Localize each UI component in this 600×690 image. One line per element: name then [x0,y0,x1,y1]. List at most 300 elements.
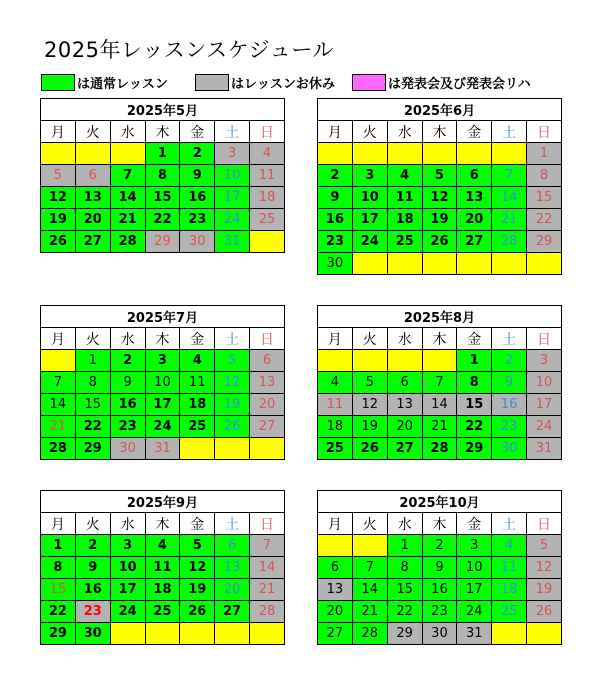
day-cell: 10 [352,187,387,209]
day-cell: 4 [318,372,353,394]
legend-label: は発表会及び発表会リハ [388,76,531,92]
day-cell: 23 [492,416,527,438]
day-cell: 3 [110,535,145,557]
day-cell: 6 [215,535,250,557]
day-cell: 9 [180,165,215,187]
day-cell: 24 [527,416,562,438]
day-cell: 15 [387,579,422,601]
day-cell: 28 [492,231,527,253]
day-cell: 25 [492,601,527,623]
empty-cell [215,438,250,460]
day-cell: 9 [422,557,457,579]
empty-cell [318,143,353,165]
empty-cell [422,253,457,275]
week-row [41,187,285,209]
empty-cell [492,623,527,645]
day-cell: 10 [215,165,250,187]
day-cell: 21 [422,416,457,438]
day-cell: 17 [457,579,492,601]
day-cell: 21 [41,416,76,438]
day-cell: 1 [41,535,76,557]
day-cell: 26 [527,601,562,623]
day-cell: 6 [75,165,110,187]
day-cell: 26 [180,601,215,623]
day-cell: 12 [527,557,562,579]
day-cell: 2 [110,350,145,372]
empty-cell [457,253,492,275]
week-row [318,350,562,372]
week-row [41,209,285,231]
day-cell: 13 [215,557,250,579]
day-cell: 7 [492,165,527,187]
day-cell: 24 [215,209,250,231]
week-row [41,557,285,579]
weekday-header: 土 [492,513,527,535]
day-cell: 29 [387,623,422,645]
day-cell: 19 [527,579,562,601]
day-cell: 9 [75,557,110,579]
day-cell: 8 [527,165,562,187]
day-cell: 29 [145,231,180,253]
calendar-table [40,490,285,645]
day-cell: 30 [110,438,145,460]
weekday-header: 火 [352,328,387,350]
day-cell: 12 [422,187,457,209]
weekday-header: 火 [75,121,110,143]
day-cell: 31 [215,231,250,253]
day-cell: 12 [41,187,76,209]
day-cell: 8 [387,557,422,579]
calendar-october [317,490,562,645]
day-cell: 26 [41,231,76,253]
weekday-header: 火 [75,513,110,535]
day-cell: 30 [492,438,527,460]
day-cell: 18 [250,187,285,209]
day-cell: 28 [110,231,145,253]
day-cell: 17 [145,394,180,416]
day-cell: 11 [318,394,353,416]
day-cell: 16 [110,394,145,416]
day-cell: 19 [352,416,387,438]
calendar-table [317,490,562,645]
day-cell: 2 [422,535,457,557]
week-row [41,579,285,601]
week-row [41,535,285,557]
empty-cell [422,350,457,372]
day-cell: 22 [75,416,110,438]
day-cell: 1 [387,535,422,557]
week-row [318,253,562,275]
empty-cell [352,143,387,165]
weekday-header: 金 [180,121,215,143]
empty-cell [387,143,422,165]
calendar-table [40,98,285,253]
day-cell: 30 [318,253,353,275]
week-row [318,579,562,601]
day-cell: 28 [250,601,285,623]
day-cell: 8 [75,372,110,394]
legend-label: はレッスンお休み [231,76,335,92]
day-cell: 14 [110,187,145,209]
day-cell: 11 [180,372,215,394]
day-cell: 27 [250,416,285,438]
day-cell: 14 [41,394,76,416]
calendar-july [40,305,285,460]
week-row [318,394,562,416]
day-cell: 19 [180,579,215,601]
weekday-header: 日 [527,121,562,143]
calendar-september [40,490,285,645]
week-row [318,372,562,394]
calendar-table [317,98,562,275]
day-cell: 8 [145,165,180,187]
empty-cell [318,535,353,557]
day-cell: 4 [250,143,285,165]
weekday-header: 水 [387,328,422,350]
day-cell: 16 [422,579,457,601]
week-row [318,535,562,557]
weekday-header: 土 [215,121,250,143]
day-cell: 27 [318,623,353,645]
day-cell: 24 [457,601,492,623]
empty-cell [75,143,110,165]
empty-cell [41,350,76,372]
day-cell: 3 [145,350,180,372]
day-cell: 14 [352,579,387,601]
weekday-header: 月 [318,328,353,350]
week-row [41,165,285,187]
empty-cell [492,253,527,275]
day-cell: 20 [75,209,110,231]
day-cell: 24 [110,601,145,623]
empty-cell [422,143,457,165]
day-cell: 1 [457,350,492,372]
day-cell: 23 [422,601,457,623]
day-cell: 7 [250,535,285,557]
day-cell: 14 [250,557,285,579]
week-row [318,557,562,579]
calendar-june [317,98,562,275]
week-row [318,187,562,209]
empty-cell [110,623,145,645]
day-cell: 13 [387,394,422,416]
day-cell: 12 [215,372,250,394]
day-cell: 22 [145,209,180,231]
weekday-header: 木 [422,513,457,535]
empty-cell [527,253,562,275]
day-cell: 8 [41,557,76,579]
empty-cell [387,350,422,372]
day-cell: 11 [387,187,422,209]
weekday-header: 木 [145,328,180,350]
weekday-header: 月 [41,328,76,350]
legend-closed [195,72,335,92]
day-cell: 26 [422,231,457,253]
weekday-header: 日 [527,328,562,350]
day-cell: 31 [457,623,492,645]
day-cell: 12 [352,394,387,416]
day-cell: 15 [145,187,180,209]
day-cell: 3 [352,165,387,187]
empty-cell [215,623,250,645]
weekday-header: 木 [145,121,180,143]
day-cell: 14 [422,394,457,416]
calendar-august [317,305,562,460]
day-cell: 16 [180,187,215,209]
day-cell: 7 [41,372,76,394]
week-row [41,394,285,416]
week-row [41,416,285,438]
day-cell: 21 [110,209,145,231]
day-cell: 30 [180,231,215,253]
day-cell: 6 [250,350,285,372]
day-cell: 23 [75,601,110,623]
day-cell: 23 [110,416,145,438]
weekday-header: 金 [457,328,492,350]
legend-swatch-gray [195,74,229,91]
day-cell: 21 [250,579,285,601]
day-cell: 4 [387,165,422,187]
empty-cell [387,253,422,275]
weekday-header: 水 [110,328,145,350]
empty-cell [41,143,76,165]
day-cell: 2 [180,143,215,165]
weekday-header: 火 [352,513,387,535]
day-cell: 31 [145,438,180,460]
day-cell: 3 [457,535,492,557]
day-cell: 16 [318,209,353,231]
day-cell: 5 [180,535,215,557]
weekday-header: 水 [110,513,145,535]
day-cell: 4 [492,535,527,557]
empty-cell [180,623,215,645]
weekday-header: 月 [41,121,76,143]
weekday-header: 水 [387,121,422,143]
week-row [41,623,285,645]
day-cell: 22 [387,601,422,623]
day-cell: 3 [215,143,250,165]
day-cell: 24 [352,231,387,253]
week-row [318,209,562,231]
day-cell: 2 [318,165,353,187]
day-cell: 26 [215,416,250,438]
week-row [318,231,562,253]
empty-cell [145,623,180,645]
day-cell: 21 [492,209,527,231]
day-cell: 5 [41,165,76,187]
day-cell: 28 [422,438,457,460]
week-row [318,165,562,187]
empty-cell [250,623,285,645]
day-cell: 18 [145,579,180,601]
day-cell: 22 [527,209,562,231]
day-cell: 5 [215,350,250,372]
day-cell: 7 [352,557,387,579]
weekday-header: 日 [250,328,285,350]
day-cell: 15 [75,394,110,416]
day-cell: 10 [145,372,180,394]
day-cell: 7 [110,165,145,187]
day-cell: 2 [75,535,110,557]
weekday-header: 月 [318,513,353,535]
week-row [41,372,285,394]
empty-cell [250,231,285,253]
day-cell: 23 [180,209,215,231]
weekday-header: 金 [180,328,215,350]
day-cell: 11 [145,557,180,579]
week-row [318,438,562,460]
day-cell: 4 [180,350,215,372]
day-cell: 29 [41,623,76,645]
day-cell: 27 [387,438,422,460]
day-cell: 19 [41,209,76,231]
weekday-header: 金 [180,513,215,535]
day-cell: 17 [352,209,387,231]
empty-cell [180,438,215,460]
legend-recital [352,72,531,92]
week-row [41,350,285,372]
empty-cell [527,623,562,645]
day-cell: 20 [318,601,353,623]
day-cell: 30 [75,623,110,645]
day-cell: 29 [527,231,562,253]
day-cell: 1 [75,350,110,372]
day-cell: 8 [457,372,492,394]
day-cell: 11 [492,557,527,579]
day-cell: 26 [352,438,387,460]
day-cell: 24 [145,416,180,438]
weekday-header: 土 [492,328,527,350]
day-cell: 5 [352,372,387,394]
day-cell: 10 [457,557,492,579]
weekday-header: 土 [215,513,250,535]
day-cell: 29 [457,438,492,460]
weekday-header: 金 [457,121,492,143]
week-row [318,601,562,623]
day-cell: 18 [180,394,215,416]
day-cell: 22 [457,416,492,438]
month-header: 2025年7月 [41,306,285,328]
month-header: 2025年9月 [41,491,285,513]
weekday-header: 土 [492,121,527,143]
day-cell: 17 [110,579,145,601]
empty-cell [250,438,285,460]
day-cell: 25 [250,209,285,231]
month-header: 2025年8月 [318,306,562,328]
day-cell: 15 [527,187,562,209]
weekday-header: 火 [352,121,387,143]
day-cell: 13 [250,372,285,394]
day-cell: 13 [318,579,353,601]
day-cell: 10 [110,557,145,579]
day-cell: 1 [145,143,180,165]
weekday-header: 日 [527,513,562,535]
weekday-header: 木 [422,328,457,350]
month-header: 2025年10月 [318,491,562,513]
day-cell: 20 [215,579,250,601]
week-row [318,143,562,165]
weekday-header: 金 [457,513,492,535]
day-cell: 12 [180,557,215,579]
legend-swatch-green [41,74,75,91]
day-cell: 1 [527,143,562,165]
weekday-header: 木 [422,121,457,143]
day-cell: 4 [145,535,180,557]
week-row [318,416,562,438]
day-cell: 25 [180,416,215,438]
day-cell: 11 [250,165,285,187]
day-cell: 9 [110,372,145,394]
day-cell: 18 [492,579,527,601]
day-cell: 20 [250,394,285,416]
weekday-header: 木 [145,513,180,535]
empty-cell [352,350,387,372]
day-cell: 13 [457,187,492,209]
day-cell: 17 [215,187,250,209]
legend-regular [41,72,168,92]
day-cell: 23 [318,231,353,253]
day-cell: 5 [422,165,457,187]
empty-cell [318,350,353,372]
day-cell: 2 [492,350,527,372]
day-cell: 15 [457,394,492,416]
day-cell: 3 [527,350,562,372]
month-header: 2025年6月 [318,99,562,121]
day-cell: 6 [457,165,492,187]
day-cell: 29 [75,438,110,460]
empty-cell [352,253,387,275]
day-cell: 19 [215,394,250,416]
day-cell: 15 [41,579,76,601]
day-cell: 28 [352,623,387,645]
day-cell: 20 [387,416,422,438]
day-cell: 19 [422,209,457,231]
weekday-header: 日 [250,513,285,535]
day-cell: 10 [527,372,562,394]
day-cell: 9 [318,187,353,209]
weekday-header: 火 [75,328,110,350]
day-cell: 7 [422,372,457,394]
weekday-header: 水 [387,513,422,535]
empty-cell [352,535,387,557]
day-cell: 20 [457,209,492,231]
week-row [41,438,285,460]
month-header: 2025年5月 [41,99,285,121]
day-cell: 6 [387,372,422,394]
calendar-may [40,98,285,253]
day-cell: 14 [492,187,527,209]
day-cell: 6 [318,557,353,579]
week-row [41,231,285,253]
weekday-header: 月 [318,121,353,143]
week-row [41,143,285,165]
empty-cell [492,143,527,165]
day-cell: 27 [75,231,110,253]
legend-label: は通常レッスン [77,76,168,92]
day-cell: 16 [75,579,110,601]
weekday-header: 月 [41,513,76,535]
week-row [318,623,562,645]
day-cell: 21 [352,601,387,623]
day-cell: 17 [527,394,562,416]
day-cell: 16 [492,394,527,416]
day-cell: 27 [457,231,492,253]
weekday-header: 土 [215,328,250,350]
calendar-table [40,305,285,460]
day-cell: 22 [41,601,76,623]
day-cell: 25 [387,231,422,253]
calendar-table [317,305,562,460]
